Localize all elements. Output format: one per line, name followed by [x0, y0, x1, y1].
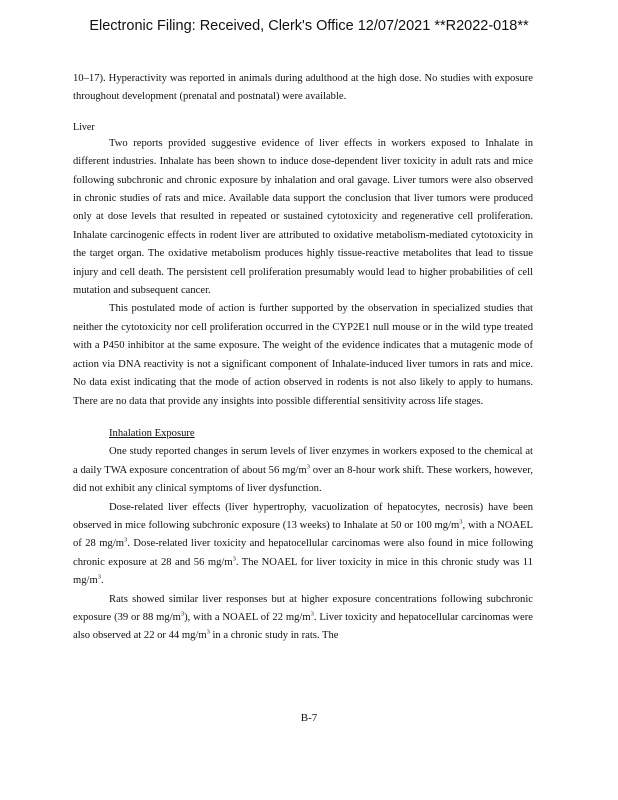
document-body: [73, 70, 533, 646]
inhalation-paragraph-2: Dose-related liver effects (liver hypertrophy, vacuolization of hepatocytes, necrosis) have been observed in mice following subchronic exposure (13 weeks) to Inhalate at 50 or 100 $mg/m^3$, with a NOAEL of 28 $mg/m^3$. Dose-related liver toxicity and hepatocellular carcinomas were also found in mice following chronic exposure at 28 and 56 $mg/m^3$. The NOAEL for liver toxicity in mice in this chronic study was 11 $mg/m^3$.: [73, 501, 534, 587]
liver-paragraph-2: This postulated mode of action is further supported by the observation in specialized studies that neither the cytotoxicity nor cell proliferation occurred in the CYP2E1 null mouse or in the wild type treated with a P450 inhibitor at the same exposure. The weight of the evidence indicates that a mutagenic mode of action via DNA reactivity is not a significant component of Inhalate-induced liver tumors in rats and mice. No data exist indicating that the mode of action observed in rodents is not also likely to apply to humans. There are no data that provide any insights into possible differential sensitivity across life stages.: [73, 303, 533, 407]
liver-paragraph-1: Two reports provided suggestive evidence of liver effects in workers exposed to Inhalate in different industries. Inhalate has been shown to induce dose-dependent liver toxicity in adult rats and mice following subchronic and chronic exposure by inhalation and oral gavage. Liver tumors were also observed in chronic studies of rats and mice. Available data support the conclusion that liver tumors were produced only at dose levels that resulted in repeated or sustained cytotoxicity and regenerative cell proliferation. Inhalate carcinogenic effects in rodent liver are attributed to oxidative metabolism-mediated cytotoxicity in the target organ. The oxidative metabolism produces highly tissue-reactive metabolites that lead to tissue injury and cell death. The persistent cell proliferation presumably would lead to higher probabilities of cell mutation and subsequent cancer.: [73, 137, 533, 297]
liver-heading: Liver: [73, 121, 95, 133]
intro-paragraph: 10–17). Hyperactivity was reported in animals during adulthood at the high dose. No studies with exposure throughout development (prenatal and postnatal) were available.: [73, 73, 533, 103]
filing-header: Electronic Filing: Received, Clerk's Office 12/07/2021 **R2022-018**: [89, 18, 529, 34]
page-number: B-7: [300, 712, 318, 724]
inhalation-paragraph-3: Rats showed similar liver responses but at higher exposure concentrations following subchronic exposure (39 or 88 $mg/m^3$), with a NOAEL of 22 $mg/m^3$. Liver toxicity and hepatocellular carcinomas were also observed at 22 or 44 $mg/m^3$ in a chronic study in rats. The: [73, 593, 533, 642]
inhalation-heading: Inhalation Exposure: [109, 427, 195, 439]
inhalation-paragraph-1: One study reported changes in serum levels of liver enzymes in workers exposed to the chemical at a daily TWA exposure concentration of about 56 $mg/m^3$ over an 8-hour work shift. These workers, however, did not exhibit any clinical symptoms of liver dysfunction.: [73, 446, 533, 495]
